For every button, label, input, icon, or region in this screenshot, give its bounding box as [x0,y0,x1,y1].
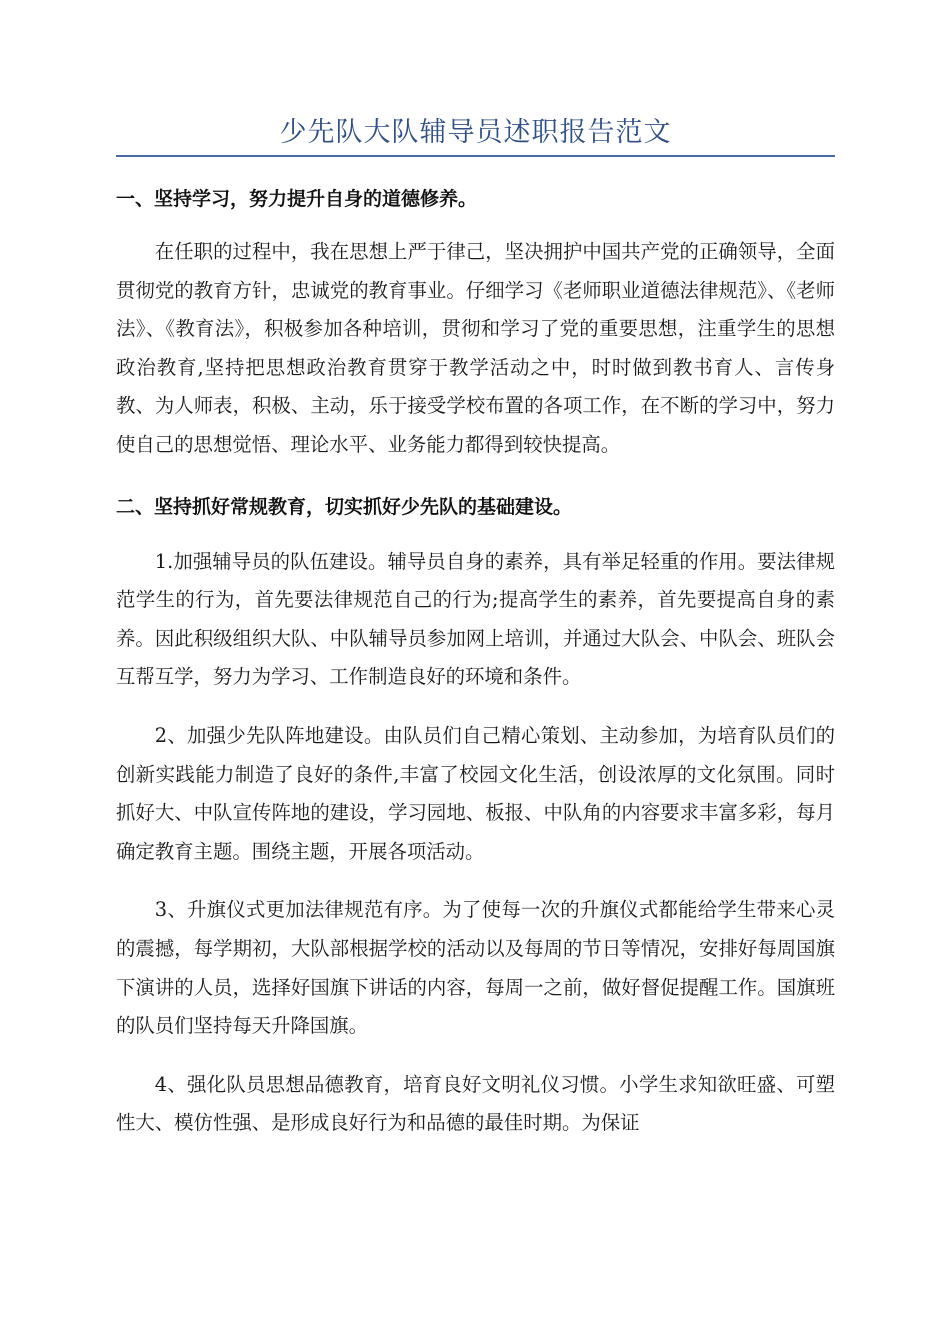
title-underline [116,155,835,157]
section-heading-2: 二、坚持抓好常规教育，切实抓好少先队的基础建设。 [116,495,573,518]
document-title: 少先队大队辅导员述职报告范文 [279,117,672,148]
section-2-paragraph-1: 1.加强辅导员的队伍建设。辅导员自身的素养，具有举足轻重的作用。要法律规范学生的行为，首先要法律规范自己的行为;提高学生的素养，首先要提高自身的素养。因此积级组织大队、中队辅导员参加网上培训，并通过大队会、中队会、班队会互帮互学，努力为学习、工作制造良好的环境和条件。 [116,549,835,689]
section-2-paragraph-3: 3、升旗仪式更加法律规范有序。为了使每一次的升旗仪式都能给学生带来心灵的震撼，每学期初，大队部根据学校的活动以及每周的节日等情况，安排好每周国旗下演讲的人员，选择好国旗下讲话的内容，每周一之前，做好督促提醒工作。国旗班的队员们坚持每天升降国旗。 [116,898,835,1038]
section-heading-1: 一、坚持学习，努力提升自身的道德修养。 [116,188,478,210]
section-2-paragraph-2: 2、加强少先队阵地建设。由队员们自己精心策划、主动参加，为培育队员们的创新实践能力制造了良好的条件,丰富了校园文化生活，创设浓厚的文化氛围。同时抓好大、中队宣传阵地的建设，学习园地、板报、中队角的内容要求丰富多彩，每月确定教育主题。围绕主题，开展各项活动。 [116,723,835,863]
section-1-paragraph-1: 在任职的过程中，我在思想上严于律己，坚决拥护中国共产党的正确领导，全面贯彻党的教育方针，忠诚党的教育事业。仔细学习《老师职业道德法律规范》、《老师法》、《教育法》，积极参加各种培训，贯彻和学习了党的重要思想，注重学生的思想政治教育,坚持把思想政治教育贯穿于教学活动之中，时时做到教书育人、言传身教、为人师表，积极、主动，乐于接受学校布置的各项工作，在不断的学习中，努力使自己的思想觉悟、理论水平、业务能力都得到较快提高。 [116,240,835,456]
section-2-paragraph-4: 4、强化队员思想品德教育，培育良好文明礼仪习惯。小学生求知欲旺盛、可塑性大、模仿性强、是形成良好行为和品德的最佳时期。为保证 [116,1072,835,1135]
document-page [116,0,835,1143]
